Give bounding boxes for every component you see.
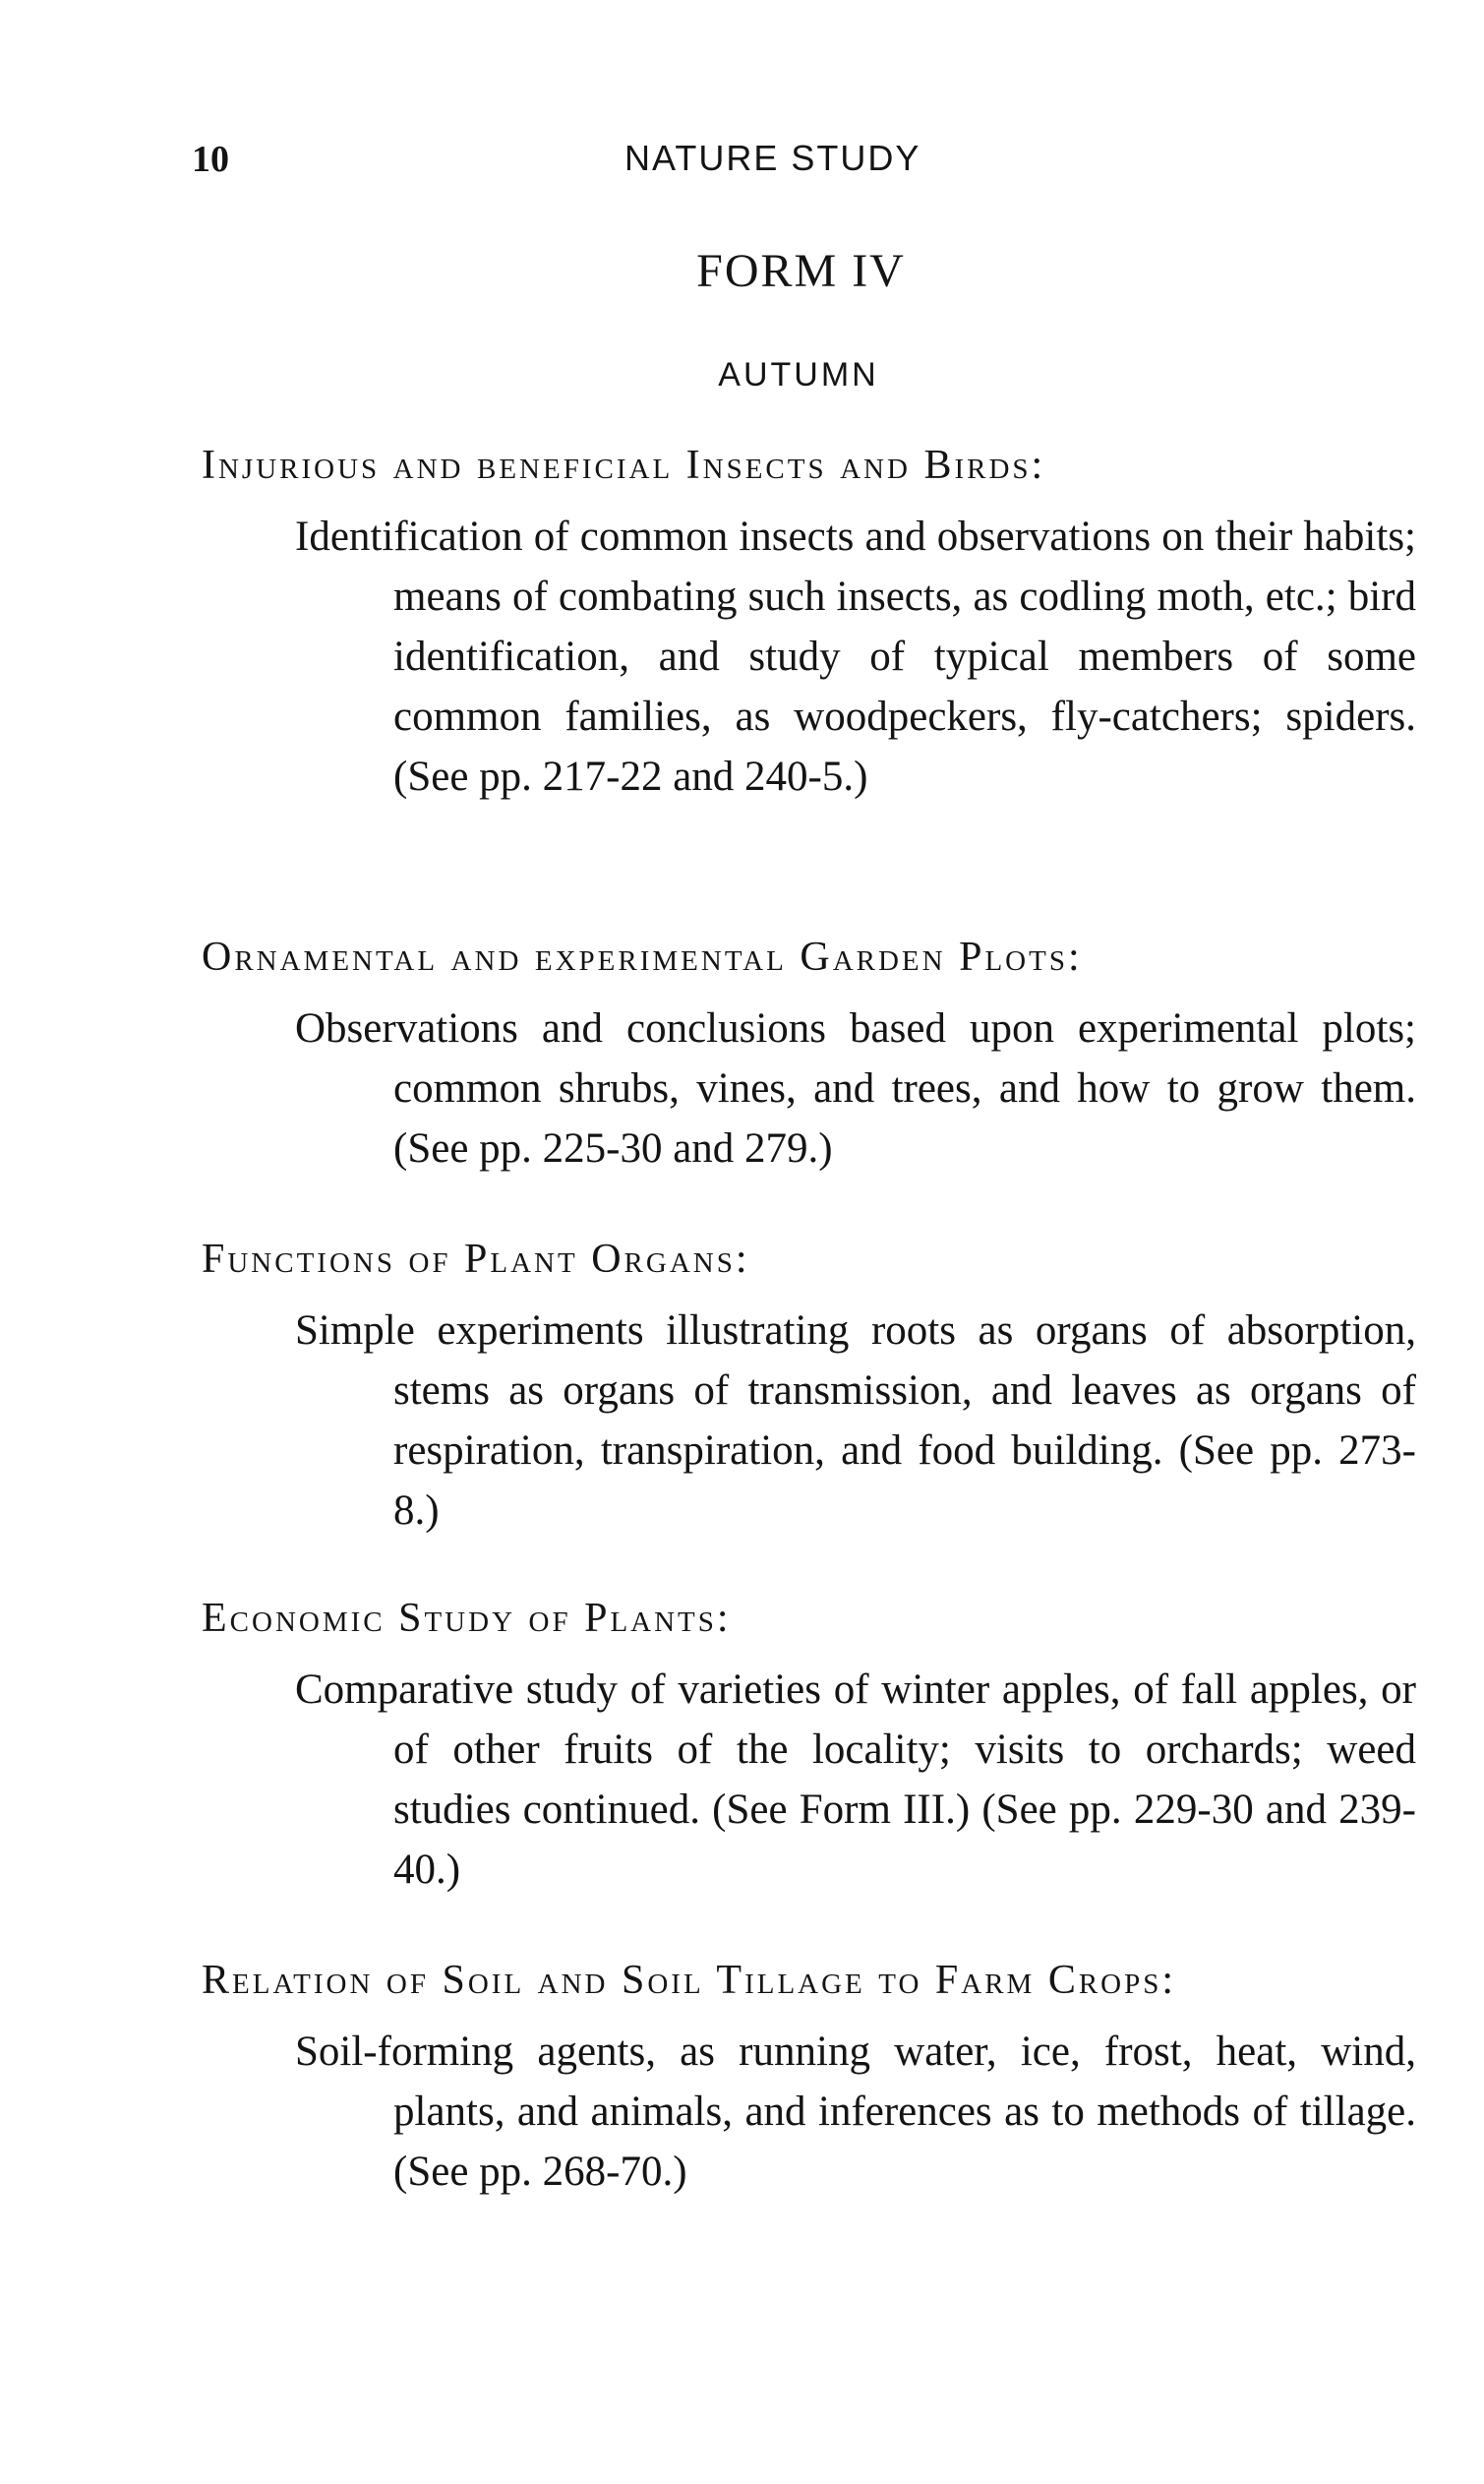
section-body: Observations and conclusions based upon experimental plots; common shrubs, vines, and trees, and how to grow them. (See pp. 225-30 and 279.) <box>295 1005 1416 1172</box>
section-heading: Injurious and beneficial Insects and Birds: <box>202 443 1046 488</box>
section-body: Soil-forming agents, as running water, ice, frost, heat, wind, plants, and animals, and inferences as to methods of tillage. (See pp. 268-70.) <box>295 2029 1416 2195</box>
section-body: Identification of common insects and observations on their habits; means of combating such insects, as codling moth, etc.; bird identification, and study of typical members of some common families, as woodpeckers, fly-catchers; spiders. (See pp. 217-22 and 240-5.) <box>295 514 1416 800</box>
section-soil-tillage <box>202 1953 1416 2202</box>
section-economic-study <box>202 1591 1416 1900</box>
section-garden-plots <box>202 930 1416 1179</box>
form-title: FORM IV <box>696 245 906 297</box>
season-title: AUTUMN <box>718 356 879 394</box>
section-plant-organs <box>202 1232 1416 1541</box>
running-title: NATURE STUDY <box>624 138 921 178</box>
section-body: Simple experiments illustrating roots as organs of absorption, stems as organs of transmission, and leaves as organs of respiration, transpiration, and food building. (See pp. 273-8.) <box>295 1307 1416 1534</box>
running-head <box>192 138 1411 197</box>
section-insects-birds <box>202 438 1416 807</box>
page-number: 10 <box>192 139 229 180</box>
section-heading: Relation of Soil and Soil Tillage to Farm Crops: <box>202 1958 1177 2003</box>
section-heading: Economic Study of Plants: <box>202 1596 732 1641</box>
section-heading: Functions of Plant Organs: <box>202 1237 750 1282</box>
section-body: Comparative study of varieties of winter apples, of fall apples, or of other fruits of the locality; visits to orchards; weed studies continued. (See Form III.) (See pp. 229-30 and 239-40.) <box>295 1666 1416 1893</box>
section-heading: Ornamental and experimental Garden Plots: <box>202 935 1083 980</box>
